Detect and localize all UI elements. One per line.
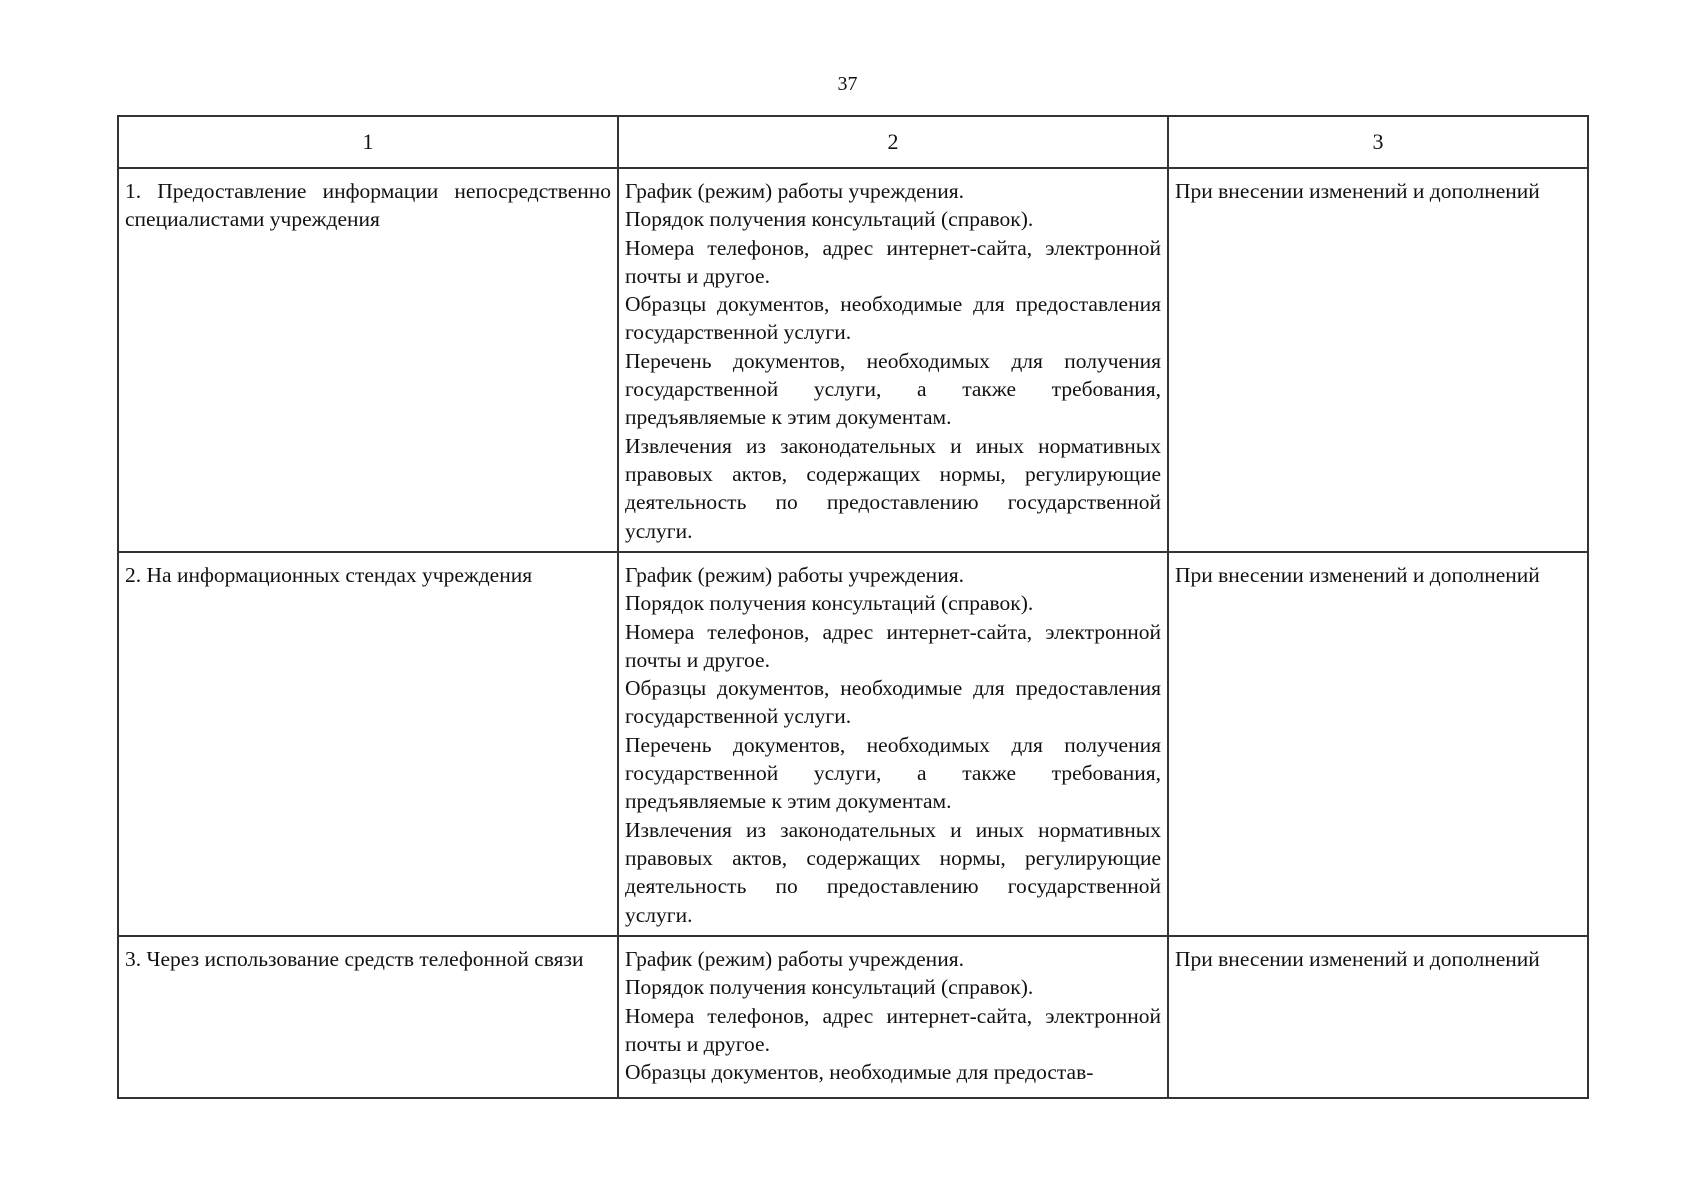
content-item: Образцы документов, необходимые для предоставления государственной услуги. — [625, 292, 1161, 345]
content-item: Порядок получения консультаций (справок). — [625, 207, 1034, 232]
content-item: Образцы документов, необходимые для предостав- — [625, 1060, 1094, 1085]
frequency-text: При внесении изменений и дополнений — [1175, 563, 1540, 587]
header-col-2: 2 — [618, 116, 1168, 168]
frequency-text: При внесении изменений и дополнений — [1175, 179, 1540, 203]
method-text: 2. На информационных стендах учреждения — [125, 563, 533, 587]
content-item: Перечень документов, необходимых для получения государственной услуги, а также требования, предъявляемые к этим документам. — [625, 348, 1161, 430]
method-cell — [118, 552, 618, 936]
info-table — [117, 115, 1589, 1099]
table-row — [118, 936, 1588, 1098]
method-text: 3. Через использование средств телефонной связи — [125, 947, 584, 971]
page-number: 37 — [837, 73, 858, 95]
content-item: Номера телефонов, адрес интернет-сайта, электронной почты и другое. — [625, 1003, 1161, 1056]
content-item: Порядок получения консультаций (справок). — [625, 975, 1034, 1000]
table-row — [118, 552, 1588, 936]
content-item: Перечень документов, необходимых для получения государственной услуги, а также требования, предъявляемые к этим документам. — [625, 732, 1161, 814]
content-item: Порядок получения консультаций (справок). — [625, 591, 1034, 616]
table-header-row — [118, 116, 1588, 168]
method-cell — [118, 168, 618, 552]
frequency-cell — [1168, 552, 1588, 936]
content-item: Номера телефонов, адрес интернет-сайта, электронной почты и другое. — [625, 235, 1161, 288]
frequency-cell — [1168, 168, 1588, 552]
method-cell — [118, 936, 618, 1098]
content-cell — [618, 936, 1168, 1098]
content-item: Номера телефонов, адрес интернет-сайта, электронной почты и другое. — [625, 619, 1161, 672]
content-item: График (режим) работы учреждения. — [625, 947, 964, 971]
content-item: Извлечения из законодательных и иных нормативных правовых актов, содержащих нормы, регулирующие деятельность по предоставлению государственной услуги. — [625, 433, 1161, 543]
table-row — [118, 168, 1588, 552]
content-item: Извлечения из законодательных и иных нормативных правовых актов, содержащих нормы, регулирующие деятельность по предоставлению государственной услуги. — [625, 817, 1161, 927]
content-item: График (режим) работы учреждения. — [625, 563, 964, 587]
content-item: Образцы документов, необходимые для предоставления государственной услуги. — [625, 676, 1161, 729]
content-item: График (режим) работы учреждения. — [625, 179, 964, 203]
frequency-text: При внесении изменений и дополнений — [1175, 947, 1540, 971]
content-cell — [618, 168, 1168, 552]
header-col-3: 3 — [1168, 116, 1588, 168]
content-cell — [618, 552, 1168, 936]
frequency-cell — [1168, 936, 1588, 1098]
header-col-1: 1 — [118, 116, 618, 168]
method-text: 1. Предоставление информации непосредственно специалистами учреждения — [125, 179, 611, 232]
